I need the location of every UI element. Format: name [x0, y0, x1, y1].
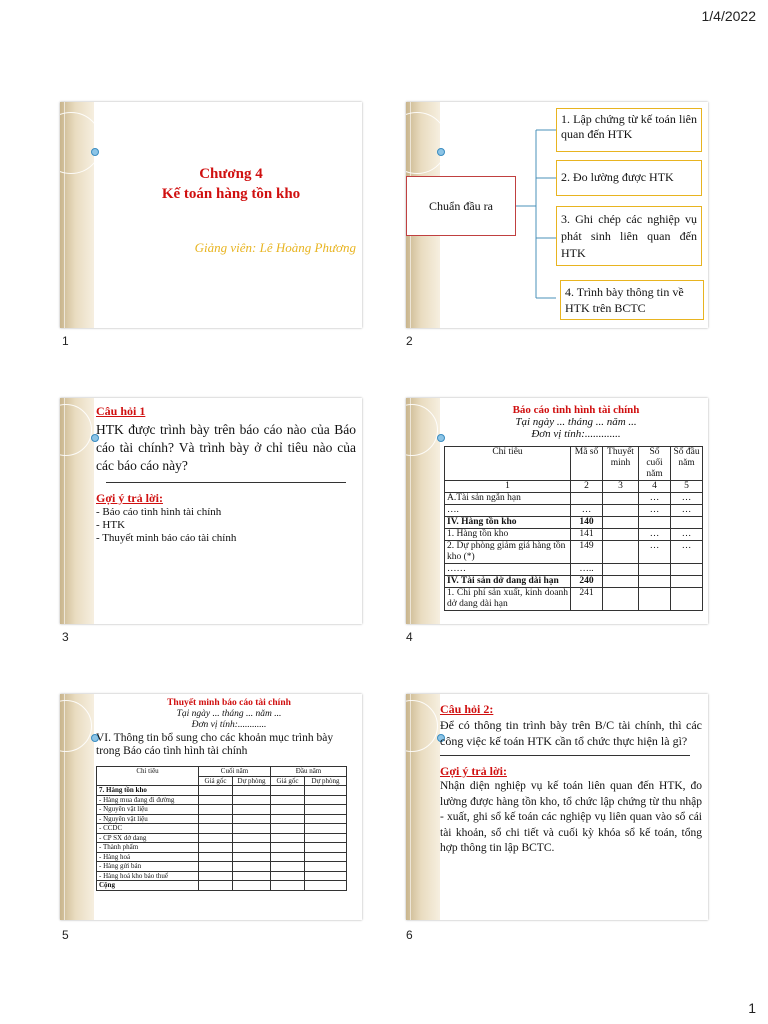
table-row-label: Cộng [97, 881, 199, 891]
table-cell [603, 529, 639, 541]
slide-3 [60, 398, 362, 624]
decoration-circle [60, 112, 102, 174]
table-row-label: 7. Hàng tồn kho [97, 786, 199, 796]
slide-number: 4 [406, 630, 413, 644]
table-cell: …. [445, 505, 571, 517]
table-cell: 241 [571, 588, 603, 611]
note-title: Thuyết minh báo cáo tài chính [167, 698, 291, 708]
table-cell [571, 493, 603, 505]
slide-4 [406, 398, 708, 624]
table-cell [671, 564, 703, 576]
table-cell: … [671, 505, 703, 517]
column-header: Dự phòng [233, 776, 271, 786]
outcome-box-4: 4. Trình bày thông tin về HTK trên BCTC [560, 280, 704, 320]
table-row-label: - Hàng hoá kho bảo thuế [97, 871, 199, 881]
table-cell [639, 564, 671, 576]
table-cell: 2. Dự phòng giảm giá hàng tồn kho (*) [445, 541, 571, 564]
table-cell [671, 517, 703, 529]
question-text: Để có thông tin trình bày trên B/C tài chính, thì các công việc kế toán HTK cần tổ chức thực hiện là gì? [440, 718, 702, 748]
center-box: Chuẩn đầu ra [406, 176, 516, 236]
table-cell [603, 576, 639, 588]
slide-number: 6 [406, 928, 413, 942]
table-cell: IV. Hàng tồn kho [445, 517, 571, 529]
table-cell: ….. [571, 564, 603, 576]
slide-1 [60, 102, 362, 328]
report-title: Báo cáo tình hình tài chính [512, 404, 640, 416]
table-cell [603, 493, 639, 505]
divider [440, 755, 690, 756]
table-cell: … [671, 541, 703, 564]
hint-label: Gợi ý trả lời: [440, 764, 507, 778]
question-label: Câu hỏi 2: [440, 702, 494, 716]
question-text: HTK được trình bày trên báo cáo nào của Báo cáo tài chính? Và trình bày ở chỉ tiêu nào của các báo cáo này? [96, 422, 356, 473]
slide-number: 5 [62, 928, 69, 942]
balance-sheet-table [444, 446, 703, 611]
slide-number: 1 [62, 334, 69, 348]
page-date: 1/4/2022 [701, 8, 756, 24]
question-label: Câu hỏi 1 [96, 404, 146, 418]
report-date: Tại ngày ... tháng ... năm ... [515, 416, 637, 428]
column-header: Thuyết minh [603, 447, 639, 481]
divider [106, 482, 346, 483]
table-cell [603, 541, 639, 564]
outcome-box-1: 1. Lập chứng từ kế toán liên quan đến HTK [556, 108, 702, 152]
report-unit: Đơn vị tính:............. [531, 428, 621, 440]
table-cell: 240 [571, 576, 603, 588]
answer-text: Nhận diện nghiệp vụ kế toán liên quan đến HTK, đo lường được hàng tồn kho, tổ chức lập chứng từ thu nhập - xuất, ghi sổ kế toán các nghiệp vụ liên quan vào sổ cái tài khoản, sổ chi tiết và cuối kỳ khóa sổ kế toán, tổng hợp thông tin lập BCTC. [440, 780, 702, 854]
chapter-title: Kế toán hàng tồn kho [161, 186, 301, 202]
slide-5 [60, 694, 362, 920]
table-cell: …… [445, 564, 571, 576]
table-cell [671, 576, 703, 588]
table-row-label: - Nguyên vật liệu [97, 814, 199, 824]
table-cell: 140 [571, 517, 603, 529]
column-header: Chỉ tiêu [445, 447, 571, 481]
note-unit: Đơn vị tính:............ [191, 720, 267, 730]
table-cell: A.Tài sản ngắn hạn [445, 493, 571, 505]
table-row-label: - Hàng hoá [97, 852, 199, 862]
note-section: VI. Thông tin bổ sung cho các khoản mục trình bày trong Báo cáo tình hình tài chính [96, 732, 334, 757]
column-header: Số cuối năm [639, 447, 671, 481]
table-cell: 1. Hàng tồn kho [445, 529, 571, 541]
hint-item: - HTK [96, 519, 126, 531]
table-cell: 4 [639, 481, 671, 493]
table-cell: … [671, 493, 703, 505]
table-cell: … [639, 505, 671, 517]
table-cell: 1. Chi phí sản xuất, kinh doanh dở dang dài hạn [445, 588, 571, 611]
column-header: Chỉ tiêu [97, 767, 199, 786]
table-cell [639, 576, 671, 588]
column-header: Giá gốc [271, 776, 305, 786]
outcome-box-2: 2. Đo lường được HTK [556, 160, 702, 196]
lecturer: Giảng viên: Lê Hoàng Phương [194, 240, 356, 255]
table-cell: … [639, 541, 671, 564]
slide-6 [406, 694, 708, 920]
hint-label: Gợi ý trả lời: [96, 491, 163, 505]
table-cell: 2 [571, 481, 603, 493]
inventory-note-table [96, 766, 347, 891]
column-header: Giá gốc [199, 776, 233, 786]
table-cell [603, 564, 639, 576]
table-cell: 5 [671, 481, 703, 493]
slide-2 [406, 102, 708, 328]
page-number: 1 [748, 1000, 756, 1016]
chapter-number: Chương 4 [199, 166, 263, 182]
table-cell: IV. Tài sản dở dang dài hạn [445, 576, 571, 588]
table-row-label: - Hàng gửi bán [97, 862, 199, 872]
table-cell: … [639, 529, 671, 541]
table-row-label: - Thành phẩm [97, 843, 199, 853]
outcome-box-3: 3. Ghi chép các nghiệp vụ phát sinh liên quan đến HTK [556, 206, 702, 266]
column-header: Số đầu năm [671, 447, 703, 481]
table-cell: … [571, 505, 603, 517]
table-cell [603, 588, 639, 611]
table-row-label: - Hàng mua đang đi đường [97, 795, 199, 805]
table-cell: 3 [603, 481, 639, 493]
table-cell [603, 517, 639, 529]
hint-item: - Báo cáo tình hình tài chính [96, 506, 222, 518]
table-row-label: - Nguyên vật liệu [97, 805, 199, 815]
table-cell [671, 588, 703, 611]
note-date: Tại ngày ... tháng ... năm ... [176, 709, 282, 719]
column-header: Đầu năm [271, 767, 347, 777]
table-cell: 141 [571, 529, 603, 541]
table-cell [639, 588, 671, 611]
table-cell: 1 [445, 481, 571, 493]
hint-item: - Thuyết minh báo cáo tài chính [96, 532, 237, 544]
table-cell [603, 505, 639, 517]
table-row-label: - CP SX dở dang [97, 833, 199, 843]
table-cell: … [671, 529, 703, 541]
column-header: Cuối năm [199, 767, 271, 777]
slide-number: 3 [62, 630, 69, 644]
table-cell [639, 517, 671, 529]
column-header: Dự phòng [305, 776, 347, 786]
column-header: Mã số [571, 447, 603, 481]
decoration-dot [91, 148, 99, 156]
table-cell: … [639, 493, 671, 505]
table-cell: 149 [571, 541, 603, 564]
slide-number: 2 [406, 334, 413, 348]
table-row-label: - CCDC [97, 824, 199, 834]
